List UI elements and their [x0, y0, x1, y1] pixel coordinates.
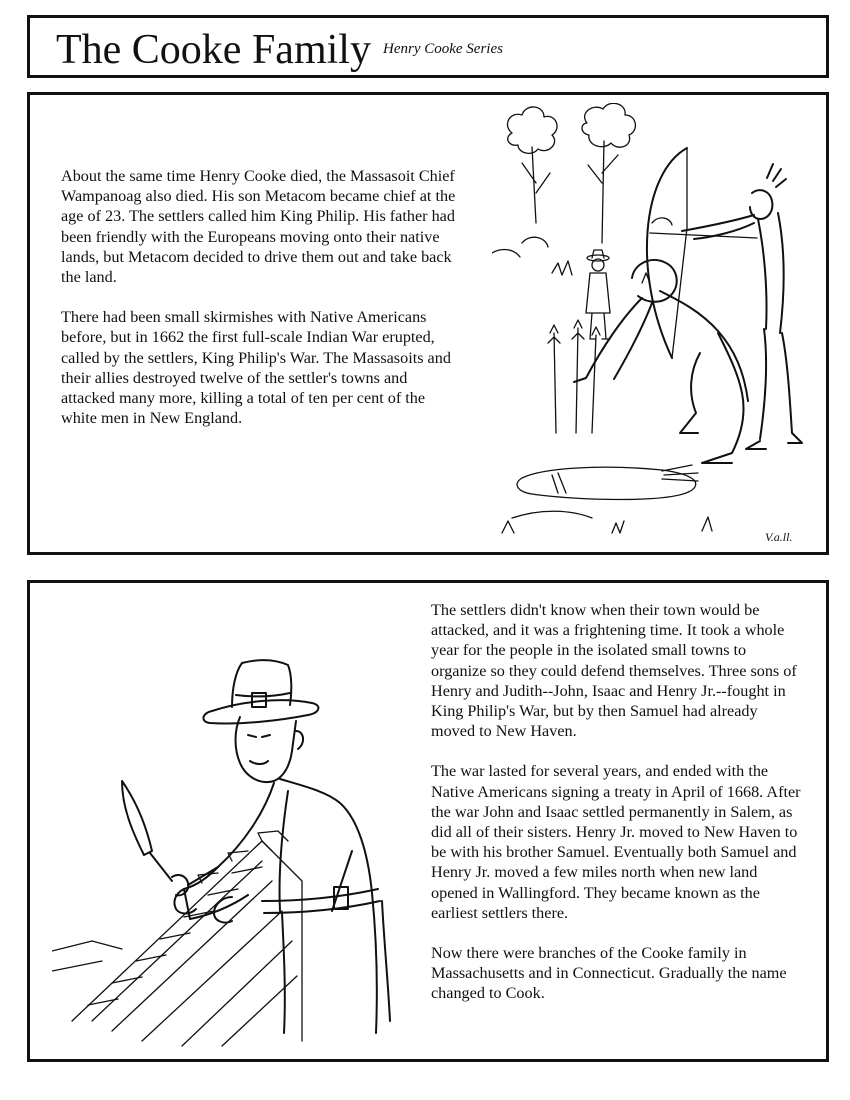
bricklayer-drawing-icon	[52, 651, 414, 1049]
series-subtitle: Henry Cooke Series	[383, 41, 503, 57]
story-panel-2	[27, 580, 829, 1062]
artist-signature: V.a.ll.	[765, 530, 793, 544]
page-title: The Cooke Family	[56, 27, 371, 73]
panel2-paragraph-2: The war lasted for several years, and ended with the Native Americans signing a treaty in April of 1668. After the war John and Isaac settled permanently in Salem, as did all of their sisters. Henry Jr. moved to New Haven to be with his brother Samuel. Eventually both Samuel and Henry Jr. moved a few miles north when new land opened in Wallingford. They became known as the earliest settlers there.	[431, 762, 801, 922]
panel1-paragraph-1: About the same time Henry Cooke died, the Massasoit Chief Wampanoag also died. His son Metacom became chief at the age of 23. The settlers called him King Philip. His father had been friendly with the Europeans moving onto their native lands, but Metacom decided to drive them out and take back the land.	[61, 167, 456, 287]
panel1-text	[61, 166, 456, 448]
panel1-paragraph-2: There had been small skirmishes with Native Americans before, but in 1662 the first full-scale Indian War erupted, called by the settlers, King Philip's War. The Massasoits and their allies destroyed twelve of the settler's towns and attacked many more, killing a total of ten per cent of the white men in New England.	[61, 308, 451, 428]
panel2-paragraph-3: Now there were branches of the Cooke family in Massachusetts and in Connecticut. Gradually the name changed to Cook.	[431, 944, 787, 1003]
panel2-paragraph-1: The settlers didn't know when their town would be attacked, and it was a frightening time. It took a whole year for the people in the isolated small towns to organize so they could defend themselves. Three sons of Henry and Judith--John, Isaac and Henry Jr.--fought in King Philip's War, but by then Samuel had already moved to New Haven.	[431, 601, 797, 741]
panel2-text	[431, 600, 801, 1024]
header-box	[27, 15, 829, 78]
story-panel-1	[27, 92, 829, 555]
archers-drawing-icon	[492, 103, 807, 548]
